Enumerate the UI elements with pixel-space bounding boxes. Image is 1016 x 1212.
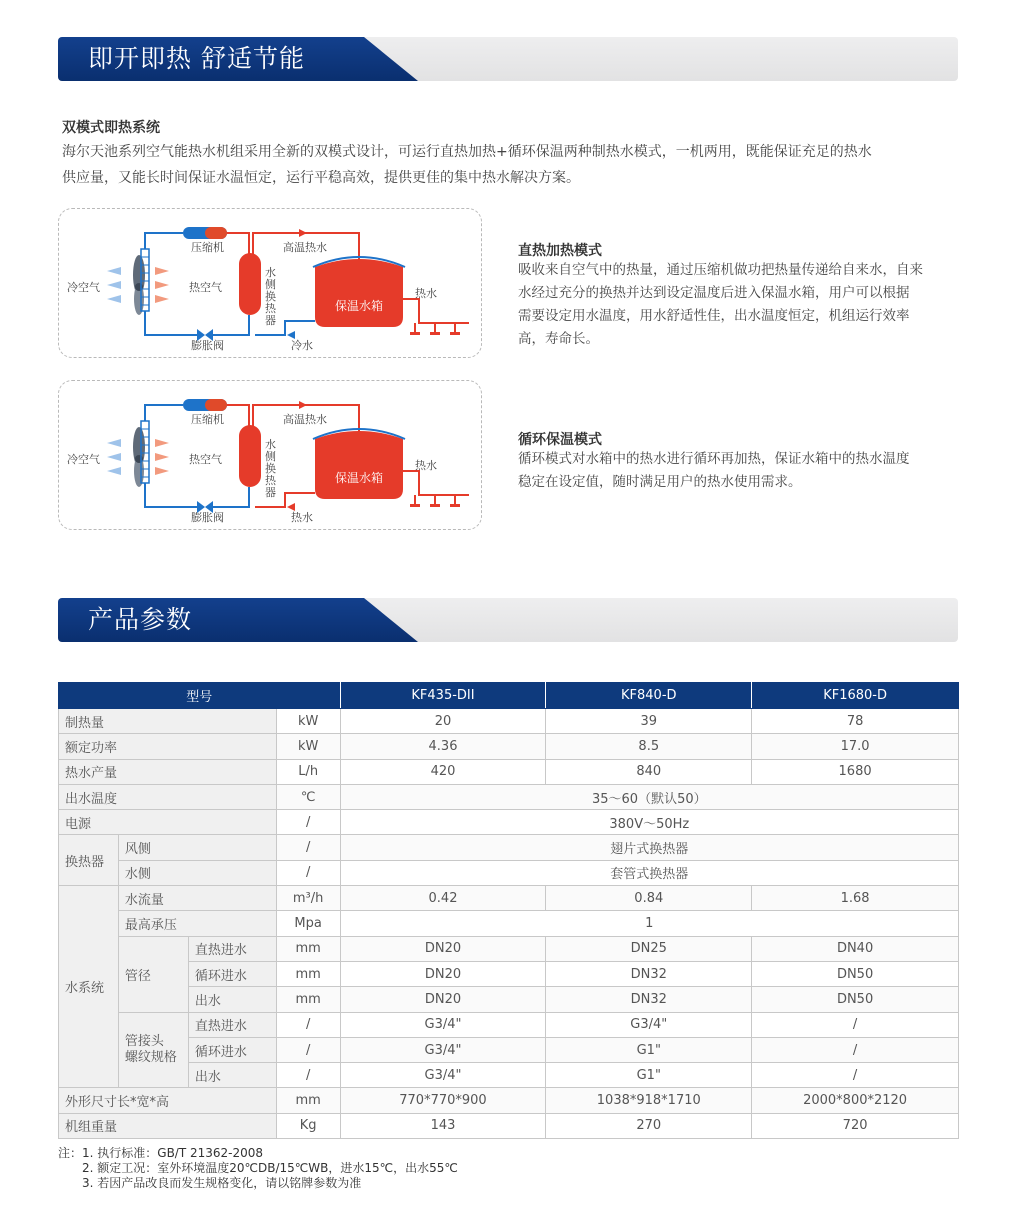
table-row bbox=[59, 1037, 959, 1062]
cell-value: 0.84 bbox=[546, 886, 752, 911]
table-row bbox=[59, 860, 959, 885]
row-unit: / bbox=[276, 835, 340, 860]
row-unit: kW bbox=[276, 709, 340, 734]
row-sublabel-2: 出水 bbox=[188, 987, 276, 1012]
table-row bbox=[59, 1113, 959, 1138]
label-cold-air: 冷空气 bbox=[67, 453, 100, 466]
fan-icon bbox=[133, 427, 145, 487]
row-unit: mm bbox=[276, 936, 340, 961]
row-label: 额定功率 bbox=[59, 734, 277, 759]
cell-value: 8.5 bbox=[546, 734, 752, 759]
diagram-direct-heating bbox=[58, 208, 482, 358]
table-row bbox=[59, 1012, 959, 1037]
cell-value: 420 bbox=[340, 759, 546, 784]
table-row bbox=[59, 886, 959, 911]
mode-direct-line-3: 需要设定用水温度，用水舒适性佳，出水温度恒定，机组运行效率 bbox=[518, 308, 910, 324]
cell-value: G3/4" bbox=[340, 1063, 546, 1088]
cell-value: 17.0 bbox=[752, 734, 959, 759]
row-unit: mm bbox=[276, 1088, 340, 1113]
table-row bbox=[59, 936, 959, 961]
cell-value: 143 bbox=[340, 1113, 546, 1138]
table-row bbox=[59, 759, 959, 784]
cell-value: 1038*918*1710 bbox=[546, 1088, 752, 1113]
table-row bbox=[59, 835, 959, 860]
label-tank: 保温水箱 bbox=[335, 299, 384, 313]
label-hot-water: 热水 bbox=[415, 287, 437, 300]
label-compressor: 压缩机 bbox=[191, 413, 224, 426]
cell-value: DN20 bbox=[340, 961, 546, 986]
header-model-1: KF435-DII bbox=[340, 683, 546, 709]
mode-direct-line-1: 吸收来自空气中的热量，通过压缩机做功把热量传递给自来水，自来 bbox=[518, 262, 923, 278]
label-cold-water-inlet: 冷水 bbox=[291, 339, 313, 352]
mode-direct-line-4: 高，寿命长。 bbox=[518, 331, 599, 347]
table-row bbox=[59, 961, 959, 986]
header-model-3: KF1680-D bbox=[752, 683, 959, 709]
label-compressor: 压缩机 bbox=[191, 241, 224, 254]
table-row bbox=[59, 1088, 959, 1113]
row-unit: kW bbox=[276, 734, 340, 759]
row-unit: / bbox=[276, 1012, 340, 1037]
row-unit: mm bbox=[276, 987, 340, 1012]
row-sublabel-2: 循环进水 bbox=[188, 961, 276, 986]
fan-icon bbox=[133, 255, 145, 315]
spec-table bbox=[58, 682, 959, 1139]
cell-value: 720 bbox=[752, 1113, 959, 1138]
section-title: 即开即热 舒适节能 bbox=[88, 44, 305, 73]
tap-icons bbox=[410, 495, 460, 507]
mode-circulation-line-2: 稳定在设定值，随时满足用户的热水使用需求。 bbox=[518, 474, 802, 490]
label-water-exchanger: 水侧换热器 bbox=[265, 438, 276, 499]
cell-value: 840 bbox=[546, 759, 752, 784]
water-heat-exchanger-icon bbox=[239, 253, 261, 315]
row-sublabel: 管径 bbox=[118, 936, 188, 1012]
table-header-row bbox=[59, 683, 959, 709]
cell-value: / bbox=[752, 1012, 959, 1037]
cell-value: G1" bbox=[546, 1063, 752, 1088]
mode-circulation-heading: 循环保温模式 bbox=[518, 432, 602, 448]
hot-air-arrows-icon bbox=[155, 267, 169, 303]
cell-value: G1" bbox=[546, 1037, 752, 1062]
header-model: 型号 bbox=[59, 683, 341, 709]
cell-value: DN20 bbox=[340, 987, 546, 1012]
label-hot-air: 热空气 bbox=[189, 453, 222, 466]
row-unit: mm bbox=[276, 961, 340, 986]
cell-value: 4.36 bbox=[340, 734, 546, 759]
row-unit: / bbox=[276, 1063, 340, 1088]
label-hot-air: 热空气 bbox=[189, 281, 222, 294]
row-sublabel-2: 直热进水 bbox=[188, 1012, 276, 1037]
cell-value: 39 bbox=[546, 709, 752, 734]
water-heat-exchanger-icon bbox=[239, 425, 261, 487]
table-row bbox=[59, 784, 959, 809]
cell-value: 1680 bbox=[752, 759, 959, 784]
tap-icons bbox=[410, 323, 460, 335]
table-row bbox=[59, 734, 959, 759]
cell-value: / bbox=[752, 1063, 959, 1088]
row-unit: L/h bbox=[276, 759, 340, 784]
thread-label-line-2: 螺纹规格 bbox=[124, 1050, 177, 1065]
cell-value: 1 bbox=[340, 911, 958, 936]
label-high-temp-water: 高温热水 bbox=[283, 413, 327, 426]
row-label: 水系统 bbox=[59, 886, 119, 1088]
label-expansion-valve: 膨胀阀 bbox=[191, 511, 224, 524]
row-label: 出水温度 bbox=[59, 784, 277, 809]
intro-line-1: 海尔天池系列空气能热水机组采用全新的双模式设计，可运行直热加热+循环保温两种制热水模式，一机两用，既能保证充足的热水 bbox=[62, 144, 872, 160]
storage-tank-icon bbox=[315, 259, 403, 327]
row-label: 电源 bbox=[59, 810, 277, 835]
table-row bbox=[59, 1063, 959, 1088]
row-label: 换热器 bbox=[59, 835, 119, 886]
mode-circulation-description bbox=[518, 448, 968, 494]
cold-air-arrows-icon bbox=[107, 439, 121, 475]
row-sublabel: 水侧 bbox=[118, 860, 276, 885]
cell-value: 1.68 bbox=[752, 886, 959, 911]
row-sublabel-2: 直热进水 bbox=[188, 936, 276, 961]
row-label: 机组重量 bbox=[59, 1113, 277, 1138]
row-label: 外形尺寸长*宽*高 bbox=[59, 1088, 277, 1113]
row-label: 热水产量 bbox=[59, 759, 277, 784]
cell-value: 2000*800*2120 bbox=[752, 1088, 959, 1113]
cell-value: DN40 bbox=[752, 936, 959, 961]
cell-value: 770*770*900 bbox=[340, 1088, 546, 1113]
header-model-2: KF840-D bbox=[546, 683, 752, 709]
diagram-circulation-mode bbox=[58, 380, 482, 530]
label-hot-water-return: 热水 bbox=[291, 511, 313, 524]
section-title: 产品参数 bbox=[88, 605, 193, 634]
table-row bbox=[59, 987, 959, 1012]
thread-label-line-1: 管接头 bbox=[124, 1034, 164, 1049]
cell-value: 0.42 bbox=[340, 886, 546, 911]
row-sublabel bbox=[118, 1012, 188, 1088]
cell-value: 翅片式换热器 bbox=[340, 835, 958, 860]
row-sublabel: 风侧 bbox=[118, 835, 276, 860]
footnotes bbox=[58, 1146, 458, 1191]
row-sublabel: 水流量 bbox=[118, 886, 276, 911]
row-label: 制热量 bbox=[59, 709, 277, 734]
cell-value: DN25 bbox=[546, 936, 752, 961]
label-tank: 保温水箱 bbox=[335, 471, 384, 485]
label-hot-water: 热水 bbox=[415, 459, 437, 472]
hot-air-arrows-icon bbox=[155, 439, 169, 475]
label-expansion-valve: 膨胀阀 bbox=[191, 339, 224, 352]
cell-value: DN32 bbox=[546, 961, 752, 986]
cell-value: DN50 bbox=[752, 961, 959, 986]
cell-value: DN32 bbox=[546, 987, 752, 1012]
label-cold-air: 冷空气 bbox=[67, 281, 100, 294]
intro-heading: 双模式即热系统 bbox=[62, 120, 160, 136]
mode-direct-description bbox=[518, 259, 968, 351]
cell-value: / bbox=[752, 1037, 959, 1062]
row-unit: / bbox=[276, 810, 340, 835]
mode-circulation-line-1: 循环模式对水箱中的热水进行循环再加热，保证水箱中的热水温度 bbox=[518, 451, 910, 467]
label-water-exchanger: 水侧换热器 bbox=[265, 266, 276, 327]
row-unit: Kg bbox=[276, 1113, 340, 1138]
intro-line-2: 供应量，又能长时间保证水温恒定，运行平稳高效，提供更佳的集中热水解决方案。 bbox=[62, 170, 580, 186]
row-sublabel-2: 循环进水 bbox=[188, 1037, 276, 1062]
cell-value: 270 bbox=[546, 1113, 752, 1138]
cell-value: G3/4" bbox=[340, 1012, 546, 1037]
cell-value: 78 bbox=[752, 709, 959, 734]
cell-value: 35～60（默认50） bbox=[340, 784, 958, 809]
row-unit: Mpa bbox=[276, 911, 340, 936]
table-row bbox=[59, 709, 959, 734]
footnote-2: 2. 额定工况：室外环境温度20℃DB/15℃WB，进水15℃，出水55℃ bbox=[82, 1161, 458, 1175]
label-high-temp-water: 高温热水 bbox=[283, 241, 327, 254]
cell-value: 20 bbox=[340, 709, 546, 734]
storage-tank-icon bbox=[315, 431, 403, 499]
cold-air-arrows-icon bbox=[107, 267, 121, 303]
cell-value: G3/4" bbox=[340, 1037, 546, 1062]
table-row bbox=[59, 810, 959, 835]
section-banner-features bbox=[58, 37, 958, 81]
row-unit: ℃ bbox=[276, 784, 340, 809]
cell-value: DN50 bbox=[752, 987, 959, 1012]
cell-value: 套管式换热器 bbox=[340, 860, 958, 885]
cell-value: DN20 bbox=[340, 936, 546, 961]
row-sublabel-2: 出水 bbox=[188, 1063, 276, 1088]
row-unit: / bbox=[276, 860, 340, 885]
mode-direct-heading: 直热加热模式 bbox=[518, 243, 602, 259]
footnote-3: 3. 若因产品改良而发生规格变化，请以铭牌参数为准 bbox=[82, 1176, 362, 1190]
section-banner-specs bbox=[58, 598, 958, 642]
intro-paragraph bbox=[62, 139, 972, 191]
row-unit: m³/h bbox=[276, 886, 340, 911]
footnote-1: 注：1. 执行标准：GB/T 21362-2008 bbox=[58, 1146, 264, 1160]
mode-direct-line-2: 水经过充分的换热并达到设定温度后进入保温水箱，用户可以根据 bbox=[518, 285, 910, 301]
cell-value: G3/4" bbox=[546, 1012, 752, 1037]
cell-value: 380V～50Hz bbox=[340, 810, 958, 835]
row-sublabel: 最高承压 bbox=[118, 911, 276, 936]
row-unit: / bbox=[276, 1037, 340, 1062]
table-row bbox=[59, 911, 959, 936]
